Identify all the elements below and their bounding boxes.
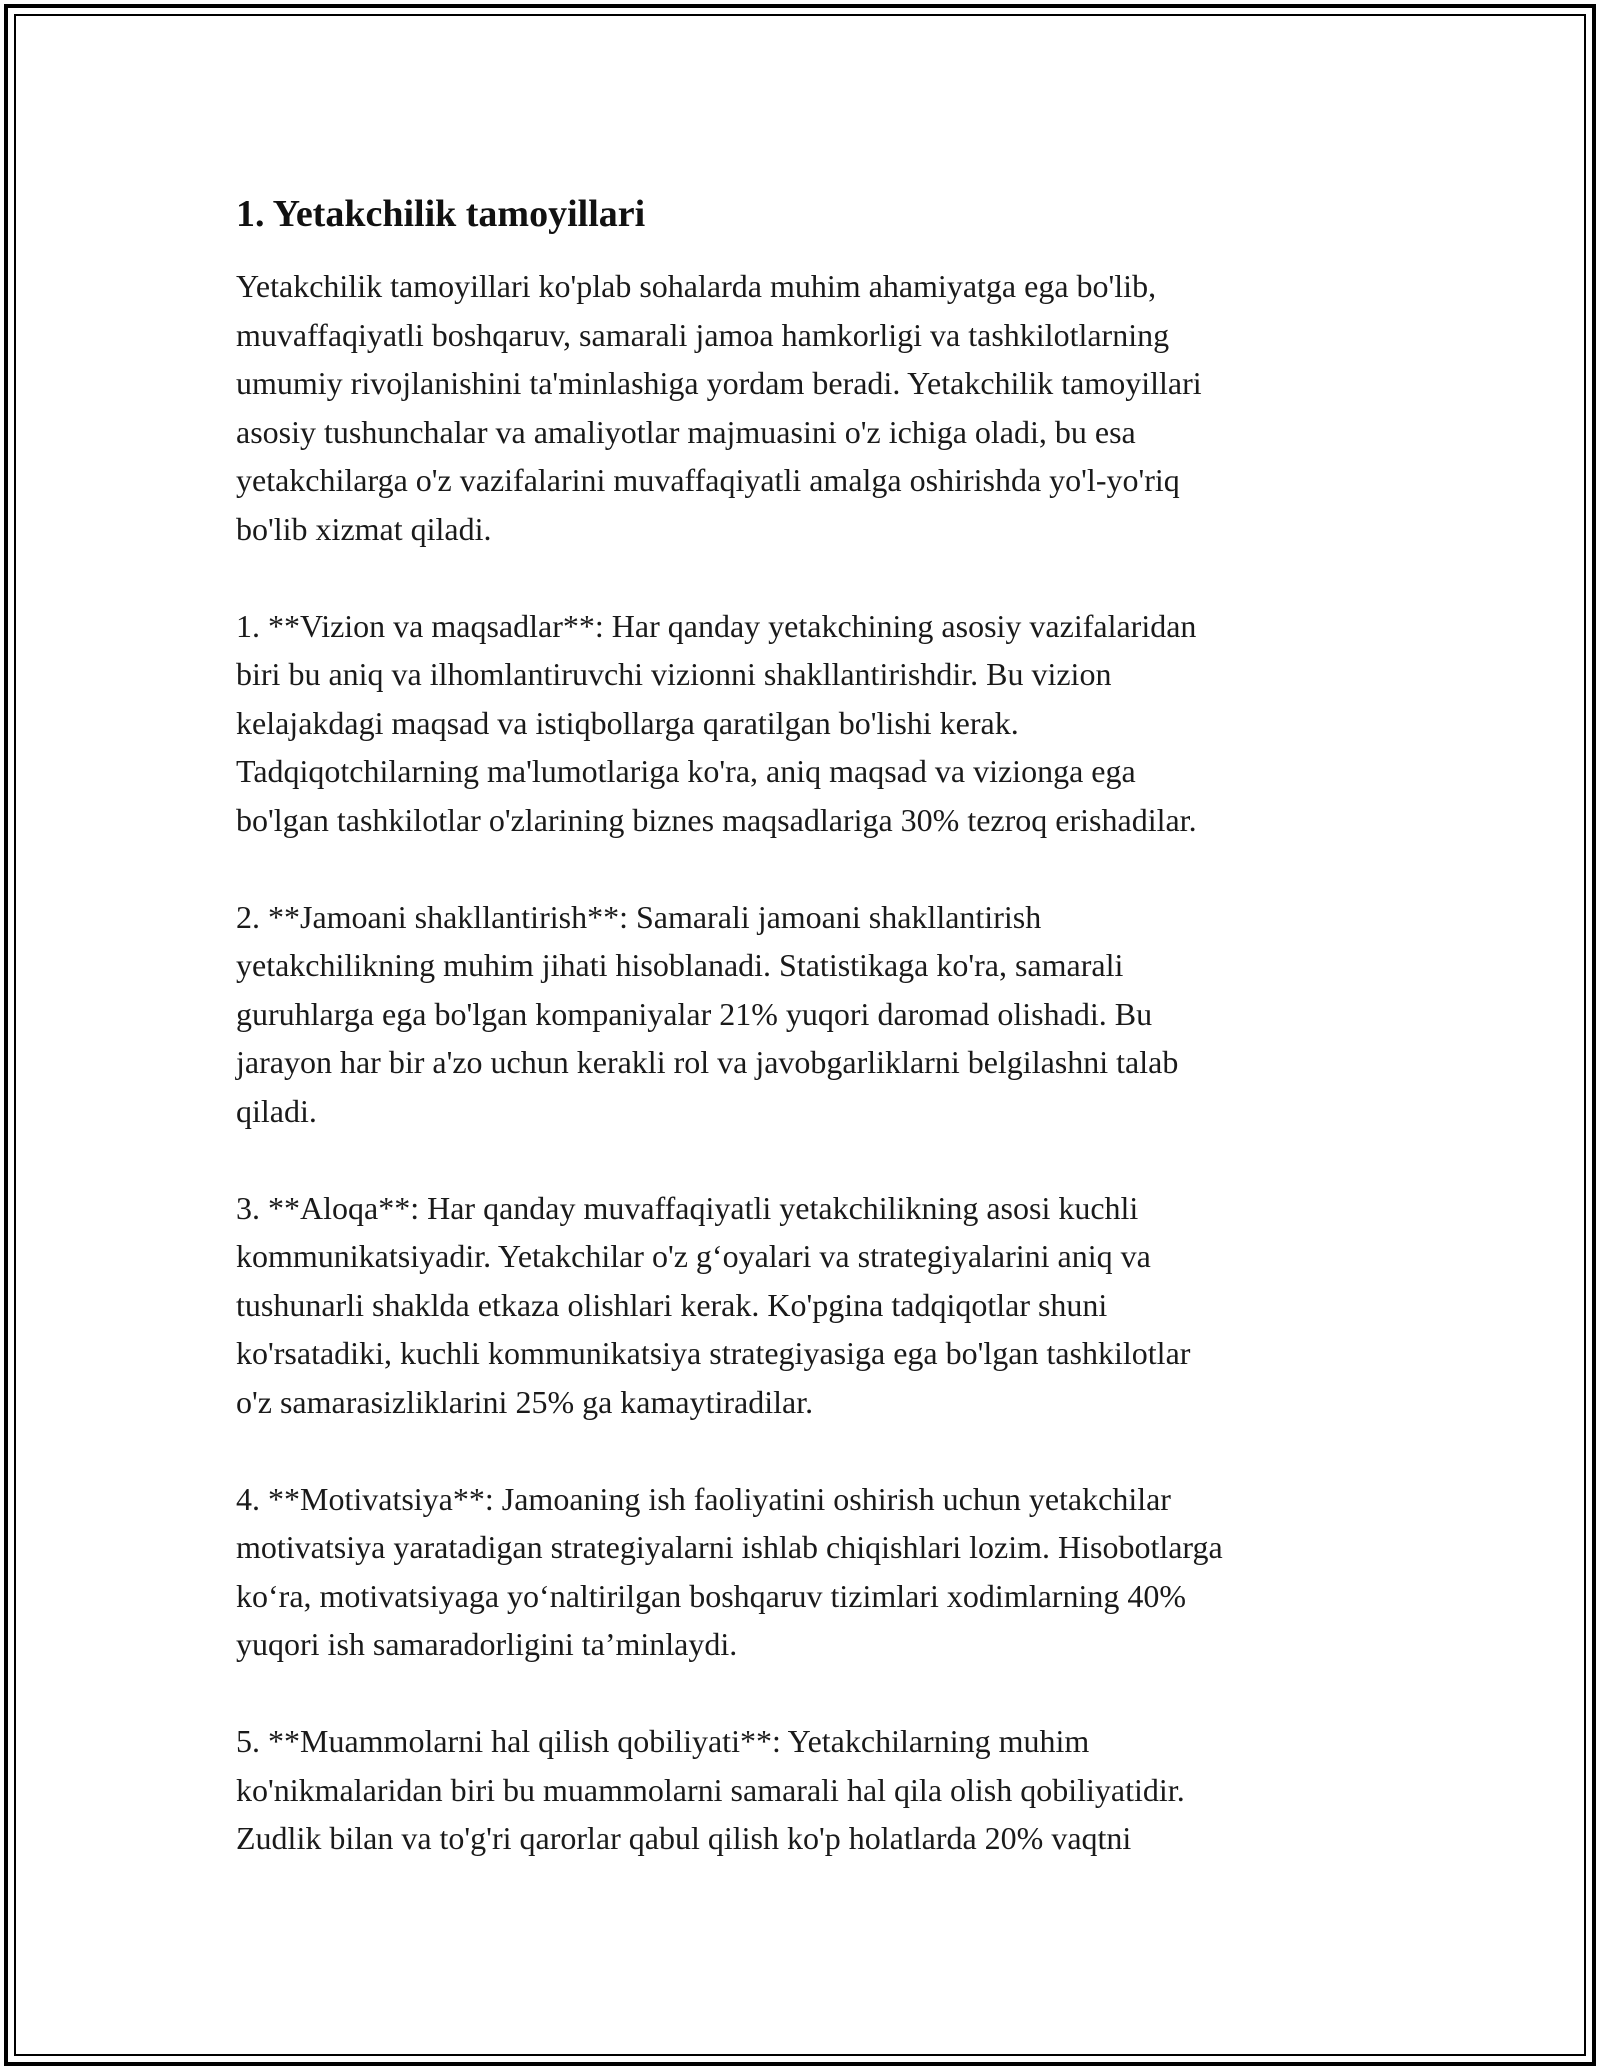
paragraph-jamoa xyxy=(236,893,1386,1136)
paragraph-intro xyxy=(236,262,1386,553)
text-line: muvaffaqiyatli boshqaruv, samarali jamoa hamkorligi va tashkilotlarning xyxy=(236,316,1170,353)
text-line: Yetakchilik tamoyillari ko'plab sohalarda muhim ahamiyatga ega bo'lib, xyxy=(236,268,1157,304)
text-line: jarayon har bir a'zo uchun kerakli rol va javobgarliklarni belgilashni talab xyxy=(236,1044,1179,1080)
text-line: Tadqiqotchilarning ma'lumotlariga ko'ra, aniq maqsad va vizionga ega xyxy=(236,753,1136,789)
text-line: asosiy tushunchalar va amaliyotlar majmuasini o'z ichiga oladi, bu esa xyxy=(236,413,1136,450)
text-line: 4. **Motivatsiya**: Jamoaning ish faoliyatini oshirish uchun yetakchilar xyxy=(236,1480,1171,1517)
text-line: tushunarli shaklda etkaza olishlari kerak. Ko'pgina tadqiqotlar shuni xyxy=(236,1286,1108,1323)
text-line: Zudlik bilan va to'g'ri qarorlar qabul qilish ko'p holatlarda 20% vaqtni xyxy=(236,1820,1132,1856)
text-line: biri bu aniq va ilhomlantiruvchi vizionni shakllantirishdir. Bu vizion xyxy=(236,656,1112,692)
text-line: ko'nikmalaridan biri bu muammolarni samarali hal qila olish qobiliyatidir. xyxy=(236,1771,1185,1808)
text-line: qiladi. xyxy=(236,1092,317,1129)
text-line: yuqori ish samaradorligini ta’minlaydi. xyxy=(236,1626,738,1662)
text-line: yetakchilarga o'z vazifalarini muvaffaqiyatli amalga oshirishda yo'l-yo'riq xyxy=(236,462,1180,498)
paragraph-muammolar xyxy=(236,1717,1386,1863)
text-line: 2. **Jamoani shakllantirish**: Samarali jamoani shakllantirish xyxy=(236,898,1042,935)
paragraph-vizion xyxy=(236,602,1386,845)
text-line: ko'rsatadiki, kuchli kommunikatsiya strategiyasiga ega bo'lgan tashkilotlar xyxy=(236,1335,1191,1371)
document-body xyxy=(236,188,1386,1911)
text-line: kommunikatsiyadir. Yetakchilar o'z g‘oyalari va strategiyalarini aniq va xyxy=(236,1238,1151,1274)
text-line: o'z samarasizliklarini 25% ga kamaytiradilar. xyxy=(236,1383,814,1420)
text-line: 5. **Muammolarni hal qilish qobiliyati**: Yetakchilarning muhim xyxy=(236,1723,1090,1759)
text-line: 1. **Vizion va maqsadlar**: Har qanday yetakchining asosiy vazifalaridan xyxy=(236,607,1197,644)
text-line: bo'lib xizmat qiladi. xyxy=(236,510,492,547)
text-line: yetakchilikning muhim jihati hisoblanadi. Statistikaga ko'ra, samarali xyxy=(236,947,1124,983)
text-line: 3. **Aloqa**: Har qanday muvaffaqiyatli yetakchilikning asosi kuchli xyxy=(236,1189,1139,1226)
paragraph-motivatsiya xyxy=(236,1475,1386,1669)
text-line: kelajakdagi maqsad va istiqbollarga qaratilgan bo'lishi kerak. xyxy=(236,704,1019,741)
section-heading: 1. Yetakchilik tamoyillari xyxy=(236,193,646,235)
text-line: bo'lgan tashkilotlar o'zlarining biznes maqsadlariga 30% tezroq erishadilar. xyxy=(236,801,1197,838)
text-line: motivatsiya yaratadigan strategiyalarni ishlab chiqishlari lozim. Hisobotlarga xyxy=(236,1529,1223,1565)
text-line: guruhlarga ega bo'lgan kompaniyalar 21% yuqori daromad olishadi. Bu xyxy=(236,995,1153,1032)
text-line: ko‘ra, motivatsiyaga yo‘naltirilgan boshqaruv tizimlari xodimlarning 40% xyxy=(236,1577,1186,1614)
paragraph-aloqa xyxy=(236,1184,1386,1427)
text-line: umumiy rivojlanishini ta'minlashiga yordam beradi. Yetakchilik tamoyillari xyxy=(236,365,1202,401)
